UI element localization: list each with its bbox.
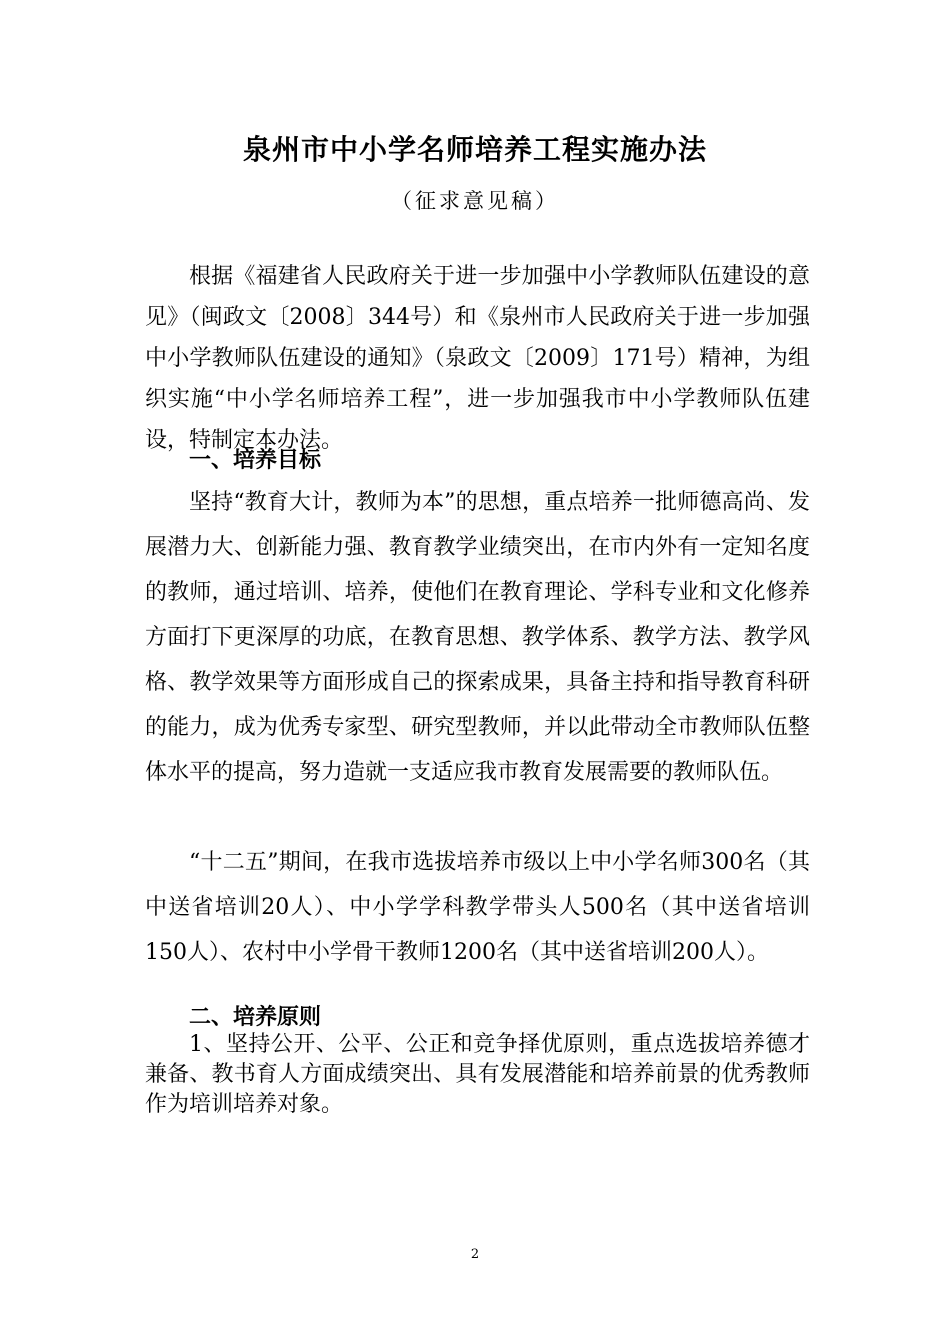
document-title: 泉州市中小学名师培养工程实施办法: [242, 133, 707, 166]
section-heading-principles: 二、培养原则: [189, 1005, 322, 1030]
page-number: 2: [470, 1247, 480, 1262]
section-heading-goals: 一、培养目标: [189, 448, 322, 473]
principle-paragraph-1: 1、坚持公开、公平、公正和竞争择优原则，重点选拔培养德才兼备、教书育人方面成绩突出、具有发展潜能和培养前景的优秀教师作为培训培养对象。: [145, 1032, 810, 1117]
document-subtitle: （征求意见稿）: [391, 189, 559, 213]
targets-paragraph: “十二五”期间，在我市选拔培养市级以上中小学名师300名（其中送省培训20人）、中小学学科教学带头人500名（其中送省培训150人）、农村中小学骨干教师1200名（其中送省培训200人）。: [145, 850, 810, 965]
intro-paragraph: 根据《福建省人民政府关于进一步加强中小学教师队伍建设的意见》（闽政文〔2008〕344号）和《泉州市人民政府关于进一步加强中小学教师队伍建设的通知》（泉政文〔2009〕171号）精神，为组织实施“中小学名师培养工程”，进一步加强我市中小学教师队伍建设，特制定本办法。: [145, 264, 810, 453]
goals-paragraph: 坚持“教育大计，教师为本”的思想，重点培养一批师德高尚、发展潜力大、创新能力强、教育教学业绩突出，在市内外有一定知名度的教师，通过培训、培养，使他们在教育理论、学科专业和文化修养方面打下更深厚的功底，在教育思想、教学体系、教学方法、教学风格、教学效果等方面形成自己的探索成果，具备主持和指导教育科研的能力，成为优秀专家型、研究型教师，并以此带动全市教师队伍整体水平的提高，努力造就一支适应我市教育发展需要的教师队伍。: [145, 490, 810, 785]
